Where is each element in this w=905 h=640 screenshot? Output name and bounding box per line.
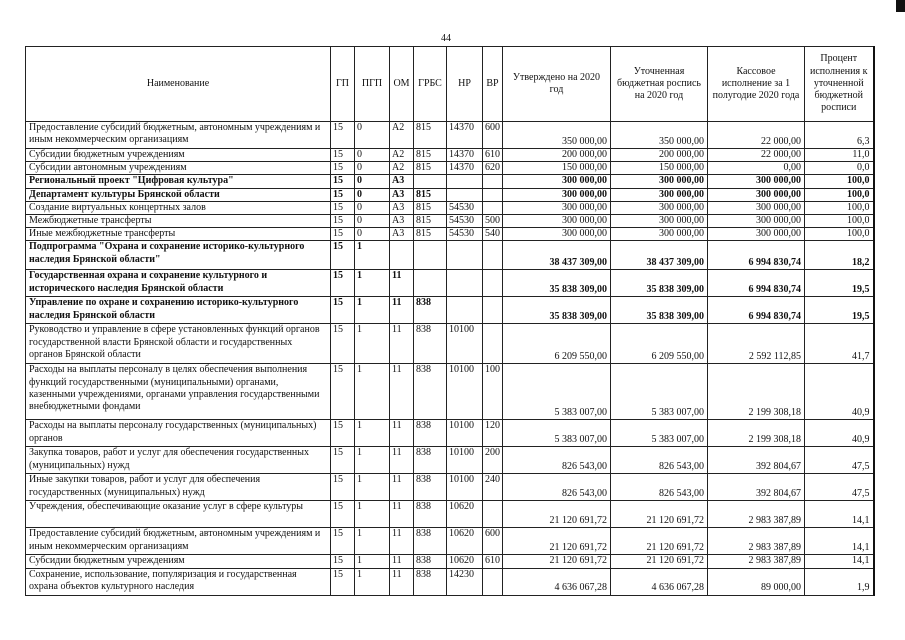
cell-vr [483,324,503,364]
cell-cash: 2 983 387,89 [708,528,805,555]
cell-name: Управление по охране и сохранению историко-культурного наследия Брянской области [26,297,331,324]
cell-percent: 40,9 [805,364,874,420]
cell-name: Субсидии бюджетным учреждениям [26,149,331,162]
cell-refined: 826 543,00 [611,474,708,501]
cell-grbs: 815 [414,149,447,162]
cell-cash: 2 199 308,18 [708,364,805,420]
cell-name: Департамент культуры Брянской области [26,188,331,201]
table-header-row [26,47,874,122]
cell-percent: 14,1 [805,528,874,555]
table-row [26,215,874,228]
cell-vr: 240 [483,474,503,501]
cell-vr [483,188,503,201]
cell-nr: 10100 [447,420,483,447]
cell-grbs: 838 [414,420,447,447]
cell-pgp: 0 [355,201,390,214]
table-row [26,228,874,241]
cell-cash: 2 983 387,89 [708,555,805,568]
cell-gp: 15 [331,228,355,241]
cell-grbs: 838 [414,501,447,528]
cell-nr [447,270,483,297]
cell-cash: 392 804,67 [708,447,805,474]
cell-name: Закупка товаров, работ и услуг для обеспечения государственных (муниципальных) нужд [26,447,331,474]
cell-om: 11 [390,501,414,528]
cell-pgp: 1 [355,420,390,447]
cell-name: Региональный проект "Цифровая культура" [26,175,331,188]
cell-nr: 54530 [447,228,483,241]
cell-cash: 2 199 308,18 [708,420,805,447]
cell-om: 11 [390,364,414,420]
table-row [26,528,874,555]
cell-pgp: 0 [355,162,390,175]
header-approved: Утверждено на 2020 год [503,47,611,122]
cell-om: 11 [390,297,414,324]
page-number: 44 [441,33,451,44]
table-row [26,270,874,297]
header-grbs: ГРБС [414,47,447,122]
cell-cash: 392 804,67 [708,474,805,501]
cell-nr: 14370 [447,122,483,149]
cell-pgp: 1 [355,364,390,420]
cell-grbs [414,175,447,188]
cell-gp: 15 [331,149,355,162]
cell-approved: 4 636 067,28 [503,568,611,595]
cell-grbs: 838 [414,297,447,324]
header-cash: Кассовое исполнение за 1 полугодие 2020 года [708,47,805,122]
cell-refined: 300 000,00 [611,228,708,241]
cell-name: Предоставление субсидий бюджетным, автономным учреждениям и иным некоммерческим организациям [26,122,331,149]
cell-approved: 38 437 309,00 [503,241,611,270]
cell-gp: 15 [331,122,355,149]
cell-om: 11 [390,420,414,447]
table-row [26,188,874,201]
scan-corner-mark [896,0,905,12]
cell-refined: 21 120 691,72 [611,501,708,528]
cell-refined: 826 543,00 [611,447,708,474]
cell-om: А2 [390,162,414,175]
cell-pgp: 1 [355,568,390,595]
cell-grbs: 815 [414,162,447,175]
cell-approved: 5 383 007,00 [503,420,611,447]
cell-name: Субсидии бюджетным учреждениям [26,555,331,568]
cell-cash: 300 000,00 [708,175,805,188]
cell-refined: 21 120 691,72 [611,528,708,555]
cell-pgp: 0 [355,122,390,149]
cell-refined: 350 000,00 [611,122,708,149]
cell-om: А3 [390,215,414,228]
cell-gp: 15 [331,528,355,555]
cell-refined: 200 000,00 [611,149,708,162]
cell-vr [483,270,503,297]
cell-pgp: 1 [355,501,390,528]
cell-approved: 300 000,00 [503,201,611,214]
cell-approved: 35 838 309,00 [503,270,611,297]
cell-pgp: 0 [355,228,390,241]
cell-cash: 2 592 112,85 [708,324,805,364]
cell-vr [483,175,503,188]
cell-nr [447,241,483,270]
cell-name: Учреждения, обеспечивающие оказание услуг в сфере культуры [26,501,331,528]
cell-name: Государственная охрана и сохранение культурного и исторического наследия Брянской области [26,270,331,297]
cell-nr [447,175,483,188]
cell-approved: 826 543,00 [503,447,611,474]
table-row [26,420,874,447]
table-row [26,122,874,149]
cell-om: А3 [390,175,414,188]
cell-approved: 21 120 691,72 [503,501,611,528]
table-row [26,175,874,188]
cell-name: Подпрограмма "Охрана и сохранение историко-культурного наследия Брянской области" [26,241,331,270]
cell-approved: 826 543,00 [503,474,611,501]
cell-grbs: 838 [414,324,447,364]
cell-approved: 21 120 691,72 [503,528,611,555]
cell-percent: 14,1 [805,501,874,528]
cell-vr [483,501,503,528]
cell-percent: 100,0 [805,188,874,201]
cell-refined: 300 000,00 [611,188,708,201]
cell-cash: 2 983 387,89 [708,501,805,528]
header-refined: Уточненная бюджетная роспись на 2020 год [611,47,708,122]
table-row [26,241,874,270]
cell-refined: 300 000,00 [611,215,708,228]
cell-pgp: 0 [355,188,390,201]
cell-nr [447,297,483,324]
cell-percent: 100,0 [805,201,874,214]
cell-vr: 200 [483,447,503,474]
cell-percent: 19,5 [805,297,874,324]
cell-refined: 35 838 309,00 [611,297,708,324]
cell-cash: 300 000,00 [708,201,805,214]
table-row [26,162,874,175]
cell-pgp: 1 [355,555,390,568]
cell-om: 11 [390,568,414,595]
cell-pgp: 1 [355,324,390,364]
cell-refined: 35 838 309,00 [611,270,708,297]
cell-name: Руководство и управление в сфере установленных функций органов государственной власти Брянской области и государственных органов Брянской области [26,324,331,364]
cell-pgp: 1 [355,297,390,324]
cell-pgp: 1 [355,270,390,297]
cell-nr: 14370 [447,162,483,175]
cell-cash: 22 000,00 [708,122,805,149]
cell-name: Субсидии автономным учреждениям [26,162,331,175]
table-row [26,364,874,420]
cell-approved: 300 000,00 [503,228,611,241]
cell-cash: 300 000,00 [708,215,805,228]
header-om: ОМ [390,47,414,122]
cell-vr: 540 [483,228,503,241]
cell-gp: 15 [331,297,355,324]
table-row [26,201,874,214]
cell-vr [483,568,503,595]
cell-om: А3 [390,201,414,214]
cell-grbs [414,241,447,270]
cell-name: Расходы на выплаты персоналу в целях обеспечения выполнения функций государственными (муниципальными) органами, казенными учреждениями, органами управления государственными внебюджетными фондами [26,364,331,420]
cell-gp: 15 [331,188,355,201]
cell-pgp: 1 [355,241,390,270]
cell-pgp: 1 [355,528,390,555]
header-pgp: ПГП [355,47,390,122]
cell-om: 11 [390,324,414,364]
table-row [26,324,874,364]
cell-approved: 150 000,00 [503,162,611,175]
cell-vr: 610 [483,149,503,162]
cell-vr [483,297,503,324]
cell-pgp: 0 [355,215,390,228]
cell-cash: 6 994 830,74 [708,241,805,270]
cell-approved: 6 209 550,00 [503,324,611,364]
cell-nr: 14370 [447,149,483,162]
cell-name: Иные межбюджетные трансферты [26,228,331,241]
cell-cash: 300 000,00 [708,188,805,201]
cell-om [390,241,414,270]
cell-percent: 41,7 [805,324,874,364]
table-row [26,149,874,162]
cell-refined: 4 636 067,28 [611,568,708,595]
cell-nr: 14230 [447,568,483,595]
cell-cash: 300 000,00 [708,228,805,241]
table-row [26,568,874,595]
cell-cash: 6 994 830,74 [708,270,805,297]
cell-grbs: 815 [414,215,447,228]
cell-name: Предоставление субсидий бюджетным, автономным учреждениям и иным некоммерческим организациям [26,528,331,555]
cell-approved: 35 838 309,00 [503,297,611,324]
cell-nr: 10620 [447,501,483,528]
cell-approved: 300 000,00 [503,215,611,228]
cell-vr [483,241,503,270]
cell-gp: 15 [331,364,355,420]
budget-table [25,46,875,596]
cell-nr: 10620 [447,528,483,555]
cell-refined: 300 000,00 [611,175,708,188]
cell-percent: 100,0 [805,215,874,228]
cell-refined: 21 120 691,72 [611,555,708,568]
header-nr: НР [447,47,483,122]
cell-om: 11 [390,528,414,555]
cell-percent: 100,0 [805,175,874,188]
cell-approved: 300 000,00 [503,175,611,188]
cell-refined: 150 000,00 [611,162,708,175]
cell-vr: 610 [483,555,503,568]
cell-pgp: 0 [355,149,390,162]
cell-percent: 47,5 [805,474,874,501]
cell-gp: 15 [331,447,355,474]
cell-percent: 100,0 [805,228,874,241]
cell-percent: 11,0 [805,149,874,162]
cell-grbs: 838 [414,555,447,568]
cell-nr: 54530 [447,215,483,228]
cell-refined: 6 209 550,00 [611,324,708,364]
table-row [26,297,874,324]
cell-approved: 21 120 691,72 [503,555,611,568]
header-percent: Процент исполнения к уточненной бюджетной росписи [805,47,874,122]
cell-approved: 350 000,00 [503,122,611,149]
cell-pgp: 1 [355,474,390,501]
table-row [26,555,874,568]
cell-cash: 0,00 [708,162,805,175]
header-vr: ВР [483,47,503,122]
cell-gp: 15 [331,324,355,364]
cell-gp: 15 [331,241,355,270]
cell-vr: 600 [483,122,503,149]
cell-percent: 1,9 [805,568,874,595]
cell-om: 11 [390,555,414,568]
cell-grbs: 815 [414,122,447,149]
cell-refined: 38 437 309,00 [611,241,708,270]
cell-percent: 14,1 [805,555,874,568]
header-name: Наименование [26,47,331,122]
cell-gp: 15 [331,568,355,595]
cell-name: Расходы на выплаты персоналу государственных (муниципальных) органов [26,420,331,447]
cell-vr: 100 [483,364,503,420]
cell-cash: 22 000,00 [708,149,805,162]
cell-gp: 15 [331,501,355,528]
cell-grbs: 815 [414,228,447,241]
cell-nr: 10100 [447,324,483,364]
cell-gp: 15 [331,162,355,175]
cell-grbs: 838 [414,568,447,595]
cell-grbs: 838 [414,447,447,474]
cell-grbs: 838 [414,474,447,501]
cell-nr: 10100 [447,364,483,420]
cell-vr: 120 [483,420,503,447]
cell-percent: 18,2 [805,241,874,270]
header-gp: ГП [331,47,355,122]
cell-grbs: 815 [414,188,447,201]
table-row [26,474,874,501]
table-row [26,501,874,528]
cell-approved: 200 000,00 [503,149,611,162]
cell-vr: 600 [483,528,503,555]
cell-om: А3 [390,228,414,241]
cell-om: А2 [390,122,414,149]
cell-om: А2 [390,149,414,162]
cell-vr [483,201,503,214]
cell-vr: 620 [483,162,503,175]
cell-pgp: 0 [355,175,390,188]
cell-name: Иные закупки товаров, работ и услуг для обеспечения государственных (муниципальных) нужд [26,474,331,501]
cell-cash: 89 000,00 [708,568,805,595]
cell-gp: 15 [331,215,355,228]
cell-pgp: 1 [355,447,390,474]
cell-percent: 0,0 [805,162,874,175]
cell-percent: 19,5 [805,270,874,297]
cell-nr: 54530 [447,201,483,214]
cell-percent: 6,3 [805,122,874,149]
cell-nr: 10620 [447,555,483,568]
cell-om: 11 [390,447,414,474]
cell-approved: 300 000,00 [503,188,611,201]
cell-grbs: 838 [414,364,447,420]
cell-name: Создание виртуальных концертных залов [26,201,331,214]
cell-gp: 15 [331,270,355,297]
cell-gp: 15 [331,474,355,501]
cell-nr: 10100 [447,447,483,474]
table-row [26,447,874,474]
cell-percent: 47,5 [805,447,874,474]
cell-refined: 5 383 007,00 [611,420,708,447]
cell-percent: 40,9 [805,420,874,447]
cell-gp: 15 [331,201,355,214]
cell-om: 11 [390,474,414,501]
cell-vr: 500 [483,215,503,228]
cell-refined: 300 000,00 [611,201,708,214]
cell-refined: 5 383 007,00 [611,364,708,420]
cell-gp: 15 [331,555,355,568]
cell-name: Сохранение, использование, популяризация и государственная охрана объектов культурного наследия [26,568,331,595]
cell-nr: 10100 [447,474,483,501]
cell-grbs [414,270,447,297]
cell-om: 11 [390,270,414,297]
cell-name: Межбюджетные трансферты [26,215,331,228]
cell-cash: 6 994 830,74 [708,297,805,324]
cell-grbs: 838 [414,528,447,555]
cell-grbs: 815 [414,201,447,214]
cell-approved: 5 383 007,00 [503,364,611,420]
cell-gp: 15 [331,420,355,447]
cell-gp: 15 [331,175,355,188]
cell-nr [447,188,483,201]
cell-om: А3 [390,188,414,201]
